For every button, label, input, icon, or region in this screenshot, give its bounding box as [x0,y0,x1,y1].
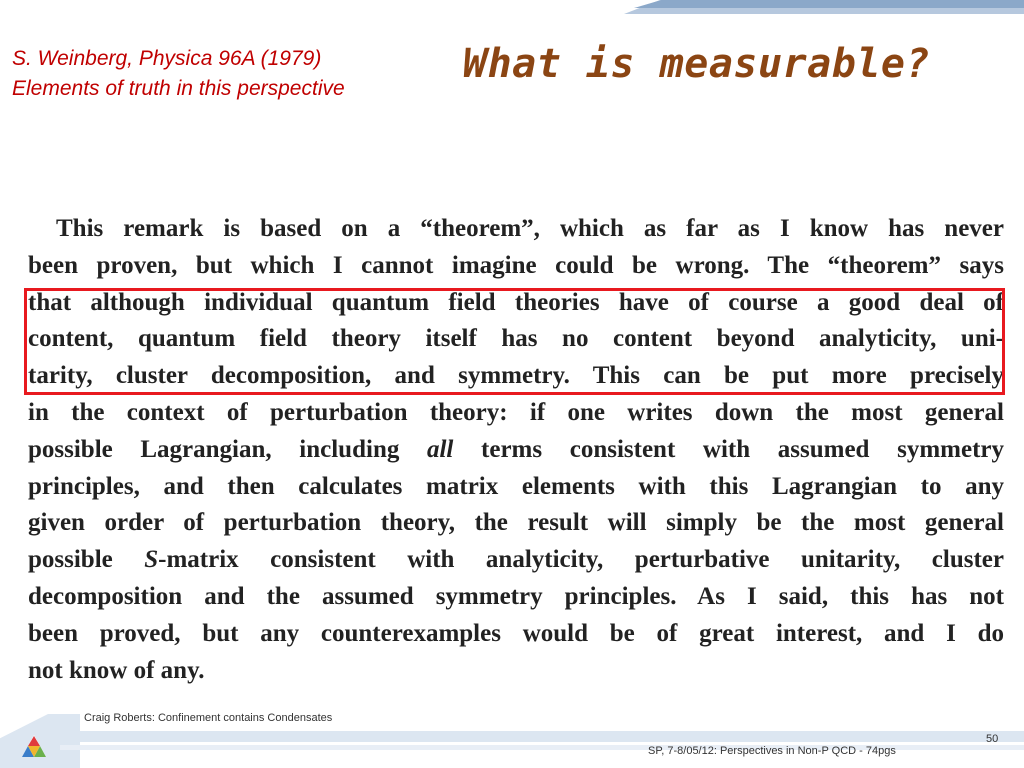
quote-fragment: possible [28,546,145,574]
quote-line [28,542,1004,579]
quote-line: decomposition and the assumed symmetry principles. As I said, this has not [28,582,1004,610]
footer-author: Craig Roberts: Confinement contains Condensates [84,712,333,724]
quote-line: been proven, but which I cannot imagine could be wrong. The “theorem” says [28,251,1004,279]
quote-line [28,432,1004,469]
quote-line: not know of any. [28,656,205,684]
page-number: 50 [986,733,999,745]
quote-line: tarity, cluster decomposition, and symmetry. This can be put more precisely [28,362,1004,390]
slide-title: What is measurable? [463,41,931,87]
footer-band [60,731,1024,742]
quote-line: been proved, but any counterexamples would be of great interest, and I do [28,619,1004,647]
citation-note: Elements of truth in this perspective [12,77,345,100]
argonne-logo-icon [20,733,48,761]
quote-line: This remark is based on a “theorem”, which as far as I know has never [56,215,1004,242]
quote-block [28,211,1004,689]
quote-fragment: terms consistent with assumed symmetry [453,435,1004,463]
quote-line: that although individual quantum field theories have of course a good deal of [28,288,1004,316]
quote-fragment: possible Lagrangian, including [28,435,427,463]
quote-line: principles, and then calculates matrix elements with this Lagrangian to any [28,472,1004,500]
quote-line: in the context of perturbation theory: if one writes down the most general [28,398,1004,426]
citation-reference: S. Weinberg, Physica 96A (1979) [12,47,322,70]
highlight-box [24,288,1005,395]
quote-emphasis: all [426,435,454,463]
header-decoration-stripe [634,0,1024,8]
citation [12,44,345,104]
quote-line: given order of perturbation theory, the result will simply be the most general [28,509,1004,537]
quote-line: content, quantum field theory itself has no content beyond analyticity, uni- [28,325,1004,353]
footer-event: SP, 7-8/05/12: Perspectives in Non-P QCD - 74pgs [648,745,896,757]
quote-emphasis: S [144,546,159,574]
quote-fragment: -matrix consistent with analyticity, perturbative unitarity, cluster [158,546,1004,574]
